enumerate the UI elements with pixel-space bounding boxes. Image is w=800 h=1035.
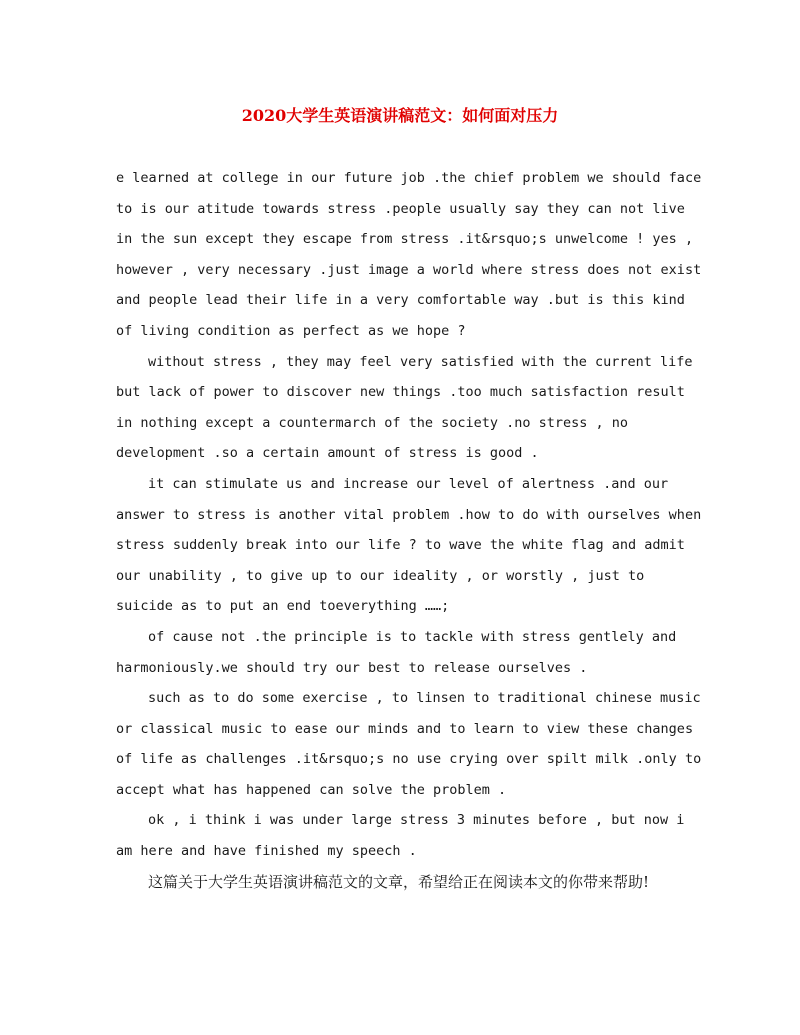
paragraph-start-line: without stress , they may feel very satisfied with the current life [148, 353, 693, 370]
text-line: accept what has happened can solve the problem . [116, 781, 507, 798]
text-line: am here and have finished my speech . [116, 843, 417, 860]
paragraph-start-line: it can stimulate us and increase our level of alertness .and our [148, 475, 669, 492]
text-line: development .so a certain amount of stress is good . [116, 445, 539, 462]
text-line: but lack of power to discover new things .too much satisfaction result [116, 384, 685, 401]
text-line: suicide as to put an end toeverything ……; [116, 598, 450, 615]
document-body [116, 163, 702, 897]
text-line: or classical music to ease our minds and to learn to view these changes [116, 720, 694, 737]
text-line: of living condition as perfect as we hope ? [116, 322, 466, 339]
text-line: e learned at college in our future job .the chief problem we should face [116, 170, 702, 186]
text-line: to is our atitude towards stress .people usually say they can not live [116, 200, 685, 217]
text-line: our unability , to give up to our ideality , or worstly , just to [116, 567, 645, 584]
text-line: stress suddenly break into our life ? to wave the white flag and admit [116, 537, 685, 554]
paragraph-start-line: ok , i think i was under large stress 3 minutes before , but now i [148, 812, 685, 829]
paragraph-start-line: of cause not .the principle is to tackle with stress gentlely and [148, 628, 677, 645]
text-line: in the sun except they escape from stress .it&rsquo;s unwelcome ! yes , [116, 231, 694, 248]
text-line: in nothing except a countermarch of the society .no stress , no [116, 414, 629, 431]
document-title: 2020大学生英语演讲稿范文：如何面对压力 [241, 106, 559, 125]
paragraph-start-line: such as to do some exercise , to linsen to traditional chinese music [148, 690, 701, 707]
text-line: answer to stress is another vital problem .how to do with ourselves when [116, 506, 702, 523]
text-line: and people lead their life in a very comfortable way .but is this kind [116, 292, 685, 309]
text-line: however , very necessary .just image a world where stress does not exist [116, 261, 702, 278]
closing-note-line: 这篇关于大学生英语演讲稿范文的文章，希望给正在阅读本文的你带来帮助! [148, 872, 650, 891]
text-line: harmoniously.we should try our best to release ourselves . [116, 659, 588, 676]
text-line: of life as challenges .it&rsquo;s no use crying over spilt milk .only to [116, 751, 702, 768]
